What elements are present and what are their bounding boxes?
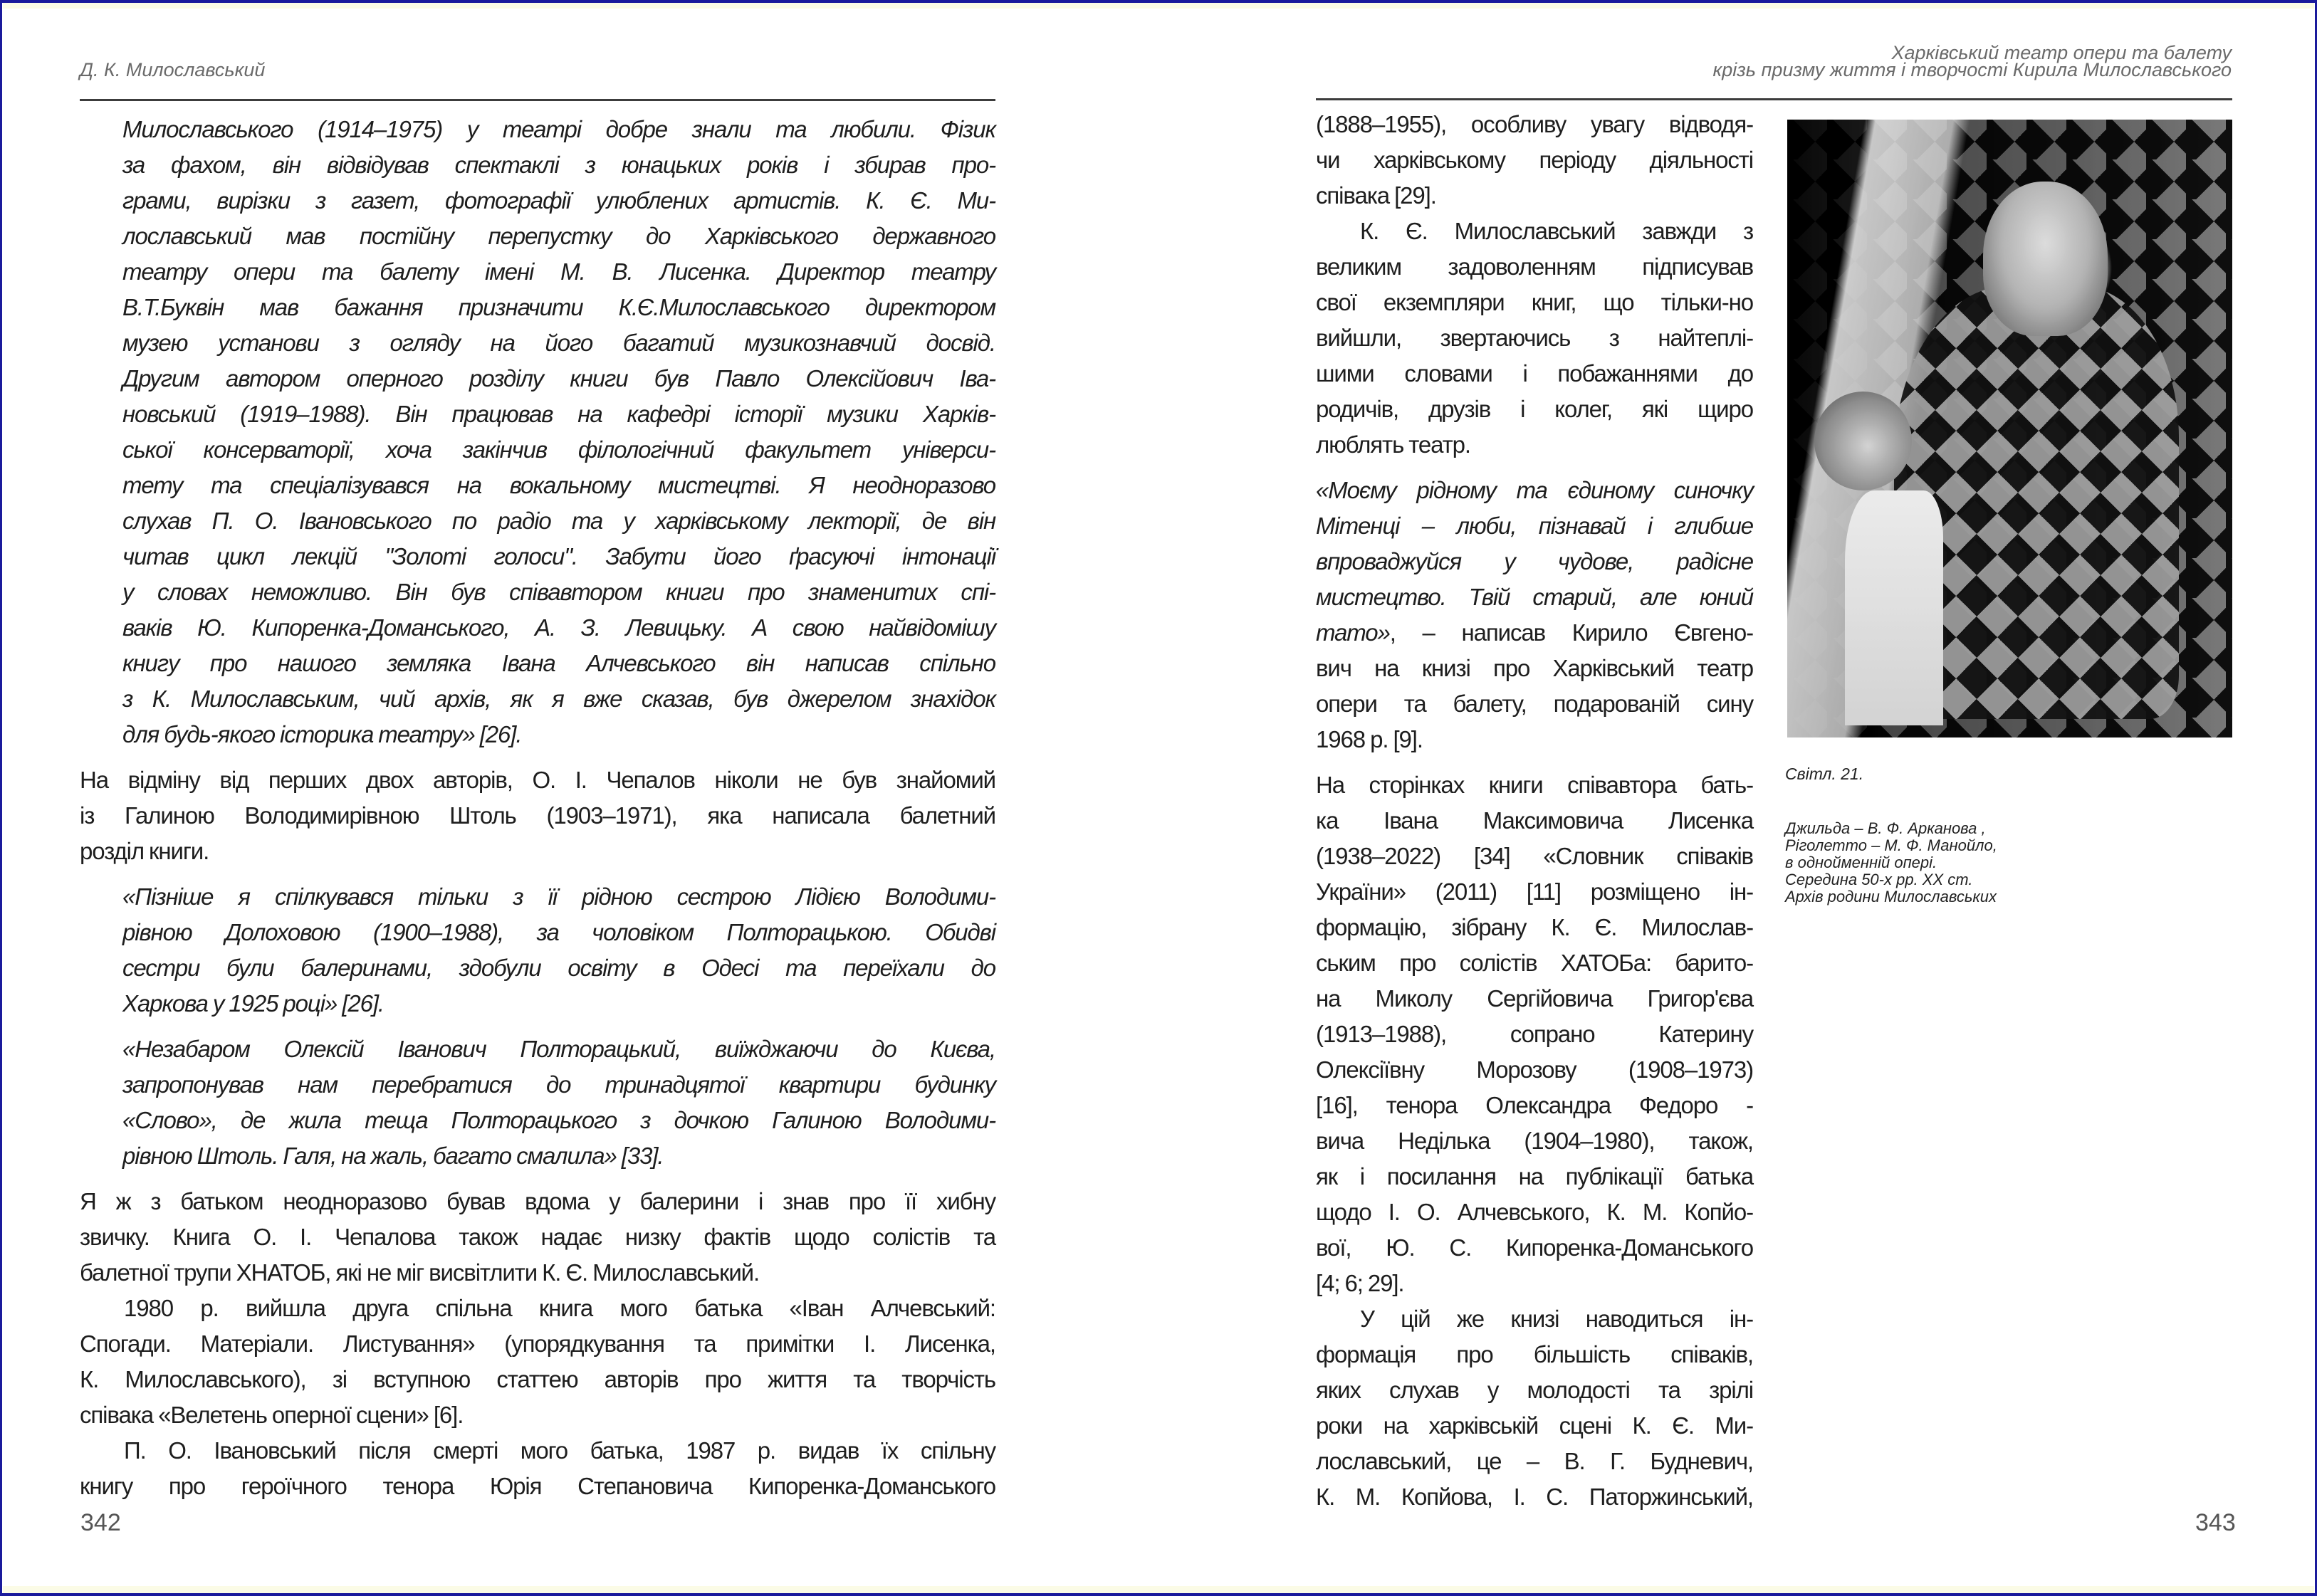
text-line: вої, Ю. С. Кипоренка-Доманського xyxy=(1316,1234,1753,1261)
text-line: формацію, зібрану К. Є. Милослав- xyxy=(1316,914,1753,940)
text-line xyxy=(1316,651,1753,686)
inscription-quote: тато» xyxy=(1316,619,1390,646)
text-line: свої екземпляри книг, що тільки-но xyxy=(1316,289,1753,315)
text-line: звичку. Книга О. І. Чепалова також надає низку фактів щодо солістів та xyxy=(80,1224,995,1250)
text-line: музею установи з огляду на його багатий музикознавчий досвід. xyxy=(122,330,995,356)
gilda-head xyxy=(1814,392,1913,490)
text-line: «Слово», де жила теща Полторацького з дочкою Галиною Володими- xyxy=(122,1107,995,1133)
text-line: (1888–1955), особливу увагу відводя- xyxy=(1316,111,1753,137)
paragraph xyxy=(1316,473,1753,757)
text-line: У цій же книзі наводиться ін- xyxy=(1360,1306,1753,1332)
text-line: як і посилання на публікації батька xyxy=(1316,1163,1753,1190)
text-line: (1913–1988), сопрано Катерину xyxy=(1316,1021,1753,1047)
text-line: [4; 6; 29]. xyxy=(1316,1270,1404,1296)
text-line: на Миколу Сергійовича Григор'єва xyxy=(1316,985,1753,1012)
text-line: Милославського (1914–1975) у театрі добре знали та любили. Фізик xyxy=(122,116,995,142)
text-line: формація про більшість співаків, xyxy=(1316,1341,1753,1367)
running-head-line: крізь призму життя і творчості Кирила Милославського xyxy=(1712,59,2232,80)
caption-line: Архів родини Милославських xyxy=(1785,888,1997,905)
paragraph xyxy=(80,762,995,869)
text-line: Другим автором оперного розділу книги був Павло Олексійович Іва- xyxy=(122,365,995,392)
top-edge-tint xyxy=(3,3,2314,9)
text-line: роки на харківській сцені К. Є. Ми- xyxy=(1316,1412,1753,1439)
text-line xyxy=(1316,722,1753,757)
stage-photo xyxy=(1787,120,2232,737)
text-line: люблять театр. xyxy=(1316,431,1470,458)
text-line: На відміну від перших двох авторів, О. І. Чепалов ніколи не був знайомий xyxy=(80,767,995,793)
text-line: В.Т.Буквін мав бажання призначити К.Є.Милославського директором xyxy=(122,294,995,320)
inscription-attribution: 1968 р. [9]. xyxy=(1316,726,1423,752)
text-line: рівною Долоховою (1900–1988), за чоловіком Полторацькою. Обидві xyxy=(122,919,995,945)
text-line: шими словами і побажаннями до xyxy=(1316,360,1753,387)
text-line: сестри були балеринами, здобули освіту в Одесі та переїхали до xyxy=(122,955,995,981)
running-head-author: Д. К. Милославський xyxy=(80,59,266,80)
inscription-quote: мистецтво. Твій старий, але юний xyxy=(1316,584,1753,610)
paragraph-gap xyxy=(1316,463,1753,473)
text-line xyxy=(1316,686,1753,722)
text-line: вича Неділька (1904–1980), також, xyxy=(1316,1128,1753,1154)
paragraph-gap xyxy=(80,752,995,762)
text-line: ської консерваторії, хоча закінчив філологічний факультет універси- xyxy=(122,436,995,463)
text-line: книгу про героїчного тенора Юрія Степановича Кипоренка-Доманського xyxy=(80,1473,995,1499)
text-line: вийшли, звертаючись з найтеплі- xyxy=(1316,325,1753,351)
paragraph xyxy=(80,1291,995,1433)
page-number: 342 xyxy=(80,1509,121,1536)
paragraph-gap xyxy=(80,1174,995,1184)
text-line: новський (1919–1988). Він працював на кафедрі історії музики Харків- xyxy=(122,401,995,427)
text-line xyxy=(1316,508,1753,544)
text-line: співака «Велетень оперної сцени» [6]. xyxy=(80,1402,464,1428)
text-line: щодо І. О. Алчевського, К. М. Копйо- xyxy=(1316,1199,1753,1225)
bottom-edge-tint xyxy=(3,1586,2314,1593)
running-head-line: Харківський театр опери та балету xyxy=(1891,42,2232,63)
text-line: Харкова у 1925 році» [26]. xyxy=(122,990,384,1017)
left-page-body xyxy=(80,112,995,1504)
figure-caption xyxy=(1785,820,1997,905)
text-line: запропонував нам перебратися до тринадцятої квартири будинку xyxy=(122,1071,995,1098)
block-quote xyxy=(122,879,995,1022)
paragraph xyxy=(1316,1301,1753,1515)
text-line: ваків Ю. Кипоренка-Доманського, А. З. Левицьку. А свою найвідомішу xyxy=(122,614,995,641)
text-line xyxy=(1316,473,1753,508)
figure-label: Світл. 21. xyxy=(1785,765,1864,783)
text-line: книгу про нашого земляка Івана Алчевського він написав спільно xyxy=(122,650,995,676)
text-line: співака [29]. xyxy=(1316,182,1436,209)
inscription-attribution: , – написав Кирило Євгено- xyxy=(1389,619,1753,646)
text-line: театру опери та балету імені М. В. Лисенка. Директор театру xyxy=(122,258,995,285)
text-line: (1938–2022) [34] «Словник співаків xyxy=(1316,843,1753,869)
text-line: яких слухав у молодості та зрілі xyxy=(1316,1377,1753,1403)
paragraph xyxy=(1316,767,1753,1301)
text-line xyxy=(1316,579,1753,615)
text-line: України» (2011) [11] розміщено ін- xyxy=(1316,878,1753,905)
text-line: Я ж з батьком неодноразово бував вдома у балерини і знав про її хибну xyxy=(80,1188,995,1214)
text-line: балетної трупи ХНАТОБ, які не міг висвітлити К. Є. Милославський. xyxy=(80,1259,760,1286)
text-line: 1980 р. вийшла друга спільна книга мого батька «Іван Алчевський: xyxy=(124,1295,995,1321)
text-line: П. О. Івановський після смерті мого батька, 1987 р. видав їх спільну xyxy=(124,1437,995,1464)
text-line: К. Милославського), зі вступною статтею авторів про життя та творчість xyxy=(80,1366,995,1392)
text-line: у словах неможливо. Він був співавтором книги про знаменитих спі- xyxy=(122,579,995,605)
rigoletto-head xyxy=(1983,182,2108,336)
inscription-quote: Мітенці – люби, пізнавай і глибше xyxy=(1316,513,1753,539)
text-line: із Галиною Володимирівною Штоль (1903–1971), яка написала балетний xyxy=(80,802,995,829)
caption-line: Середина 50-х рр. ХХ ст. xyxy=(1785,871,1973,888)
text-line: великим задоволенням підписував xyxy=(1316,253,1753,280)
text-line: лославський, це – В. Г. Будневич, xyxy=(1316,1448,1753,1474)
text-line: «Незабаром Олексій Іванович Полторацький, виїжджаючи до Києва, xyxy=(122,1036,995,1062)
text-line: «Пізніше я спілкувався тільки з її рідною сестрою Лідією Володими- xyxy=(122,883,995,910)
header-rule xyxy=(1316,98,2232,100)
text-line: родичів, друзів і колег, які щиро xyxy=(1316,396,1753,422)
text-line: лославський мав постійну перепустку до Харківського державного xyxy=(122,223,995,249)
inscription-attribution: опери та балету, подарованій сину xyxy=(1316,691,1753,717)
paragraph xyxy=(1316,214,1753,463)
paragraph xyxy=(1316,107,1753,214)
block-quote xyxy=(122,112,995,752)
text-line: На сторінках книги співавтора бать- xyxy=(1316,772,1753,798)
block-quote xyxy=(122,1031,995,1174)
text-line: тету та спеціалізувався на вокальному мистецтві. Я неодноразово xyxy=(122,472,995,498)
caption-line: Джильда – В. Ф. Арканова , xyxy=(1785,819,1986,837)
text-line: слухав П. О. Івановського по радіо та у харківському лекторії, де він xyxy=(122,508,995,534)
paragraph-gap xyxy=(1316,757,1753,767)
page-number: 343 xyxy=(2195,1509,2236,1536)
text-line: грами, вирізки з газет, фотографії улюблених артистів. К. Є. Ми- xyxy=(122,187,995,214)
paragraph xyxy=(80,1433,995,1504)
text-line: з К. Милославським, чий архів, як я вже сказав, був джерелом знахідок xyxy=(122,686,995,712)
text-line: К. М. Копйова, І. С. Паторжинський, xyxy=(1316,1484,1753,1510)
inscription-quote: «Моєму рідному та єдиному синочку xyxy=(1316,477,1753,503)
caption-line: в однойменній опері. xyxy=(1785,854,1937,871)
text-line: чи харківському періоду діяльності xyxy=(1316,147,1753,173)
caption-line: Ріголетто – М. Ф. Манойло, xyxy=(1785,836,1997,854)
right-page-body xyxy=(1316,107,1753,1515)
text-line: читав цикл лекцій "Золоті голоси". Забути його ґрасуючі інтонації xyxy=(122,543,995,569)
text-line: для будь-якого історика театру» [26]. xyxy=(122,721,522,747)
text-line: Олексіївну Морозову (1908–1973) xyxy=(1316,1056,1753,1083)
header-rule xyxy=(80,99,995,101)
paragraph xyxy=(80,1184,995,1291)
inscription-attribution: вич на книзі про Харківський театр xyxy=(1316,655,1753,681)
text-line: рівною Штоль. Галя, на жаль, багато смалила» [33]. xyxy=(122,1143,664,1169)
text-line: К. Є. Милославський завжди з xyxy=(1360,218,1753,244)
text-line: за фахом, він відвідував спектаклі з юнацьких років і збирав про- xyxy=(122,152,995,178)
text-line: [16], тенора Олександра Федоро - xyxy=(1316,1092,1753,1118)
text-line: розділ книги. xyxy=(80,838,209,864)
text-line xyxy=(1316,615,1753,651)
text-line xyxy=(1316,544,1753,579)
gilda-dress xyxy=(1845,490,1943,725)
inscription-quote: впроваджуйся у чудове, радісне xyxy=(1316,548,1753,574)
paragraph-gap xyxy=(80,869,995,879)
text-line: Спогади. Матеріали. Листування» (упорядкування та примітки І. Лисенка, xyxy=(80,1330,995,1357)
text-line: ським про солістів ХАТОБа: барито- xyxy=(1316,950,1753,976)
running-head-title xyxy=(1712,44,2232,78)
paragraph-gap xyxy=(80,1022,995,1031)
text-line: ка Івана Максимовича Лисенка xyxy=(1316,807,1753,834)
